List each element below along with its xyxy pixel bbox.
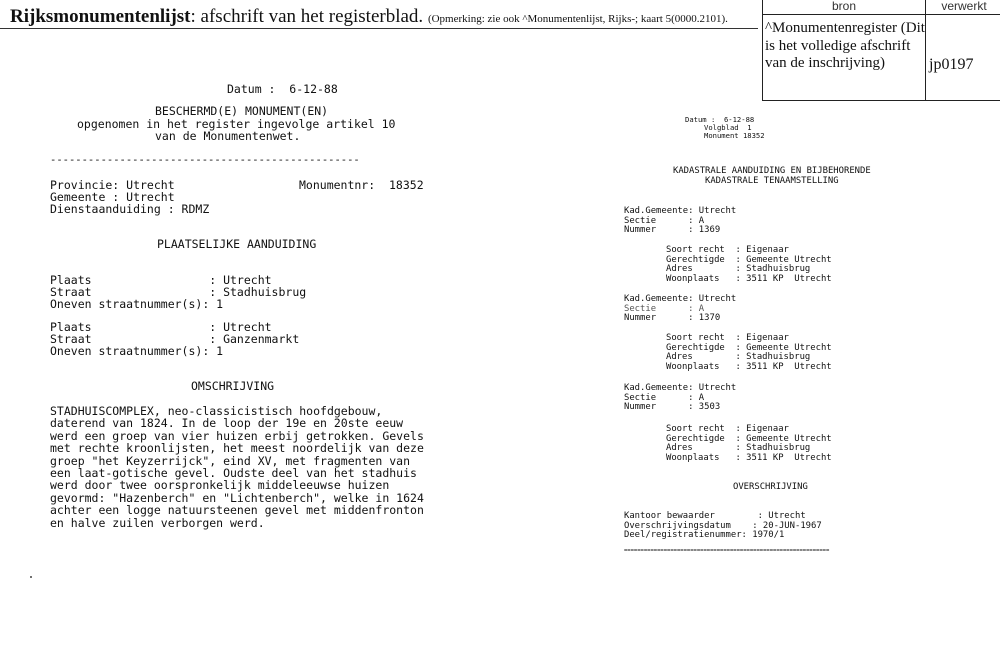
parcel-gemeente: Kad.Gemeente: Utrecht [624,294,737,304]
right-volgblad: Volgblad 1 [704,123,752,132]
parcel-soort: Soort recht : Eigenaar [666,333,789,343]
parcel-nummer: Nummer : 3503 [624,402,721,412]
description-line: en halve zuilen verborgen werd. [50,515,265,530]
kadastraal-heading-1: KADASTRALE AANDUIDING EN BIJBEHORENDE [673,166,871,176]
loc1-plaats: Plaats : Utrecht [50,273,272,287]
left-dienst: Dienstaanduiding : RDMZ [50,202,210,216]
parcel-gerechtigde: Gerechtigde : Gemeente Utrecht [666,342,832,353]
table-divider [925,0,926,100]
description-line: achter een logge natuursteenen gevel met middenfronton [50,503,424,518]
kadastraal-heading-2: KADASTRALE TENAAMSTELLING [705,176,839,186]
parcel-gemeente: Kad.Gemeente: Utrecht [624,383,737,393]
parcel-adres: Adres : Stadhuisbrug [666,443,811,453]
parcel-sectie: Sectie : A [624,303,705,314]
parcel-sectie: Sectie : A [624,392,705,403]
parcel-gerechtigde: Gerechtigde : Gemeente Utrecht [666,433,832,444]
parcel-adres: Adres : Stadhuisbrug [666,264,811,274]
source-code: jp0197 [929,56,974,73]
parcel-nummer: Nummer : 1370 [624,313,721,323]
col-verwerkt-header: verwerkt [941,0,987,13]
left-datum: Datum : 6-12-88 [227,82,338,96]
description-line: gevormd: "Hazenberch" en "Lichtenberch", welke in 1624 [50,490,424,505]
kantoor-bewaarder: Kantoor bewaarder : Utrecht [624,511,806,521]
deel-registratienummer: Deel/registratienummer: 1970/1 [624,530,785,540]
parcel-nummer: Nummer : 1369 [624,225,721,235]
left-heading-2: opgenomen in het register ingevolge artikel 10 [77,117,396,131]
left-gemeente: Gemeente : Utrecht [50,190,175,204]
title-rest: : afschrift van het registerblad. [190,6,424,27]
title-note: (Opmerking: zie ook ^Monumentenlijst, Rijks-; kaart 5(0000.2101). [427,13,728,25]
parcel-sectie: Sectie : A [624,215,705,226]
parcel-adres: Adres : Stadhuisbrug [666,352,811,362]
loc2-nr: Oneven straatnummer(s): 1 [50,344,224,358]
title-bold: Rijksmonumentenlijst [10,6,191,27]
parcel-woonplaats: Woonplaats : 3511 KP Utrecht [666,361,832,372]
left-monumentnr: Monumentnr: 18352 [299,178,424,192]
omschrijving-heading: OMSCHRIJVING [191,379,275,393]
overschrijving-heading: OVERSCHRIJVING [733,482,808,492]
overschrijvingsdatum: Overschrijvingsdatum : 20-JUN-1967 [624,520,822,531]
plaatselijke-heading: PLAATSELIJKE AANDUIDING [157,237,317,251]
right-datum: Datum : 6-12-88 [685,115,755,124]
source-text: ^Monumentenregister (Dit is het volledige afschrift van de inschrijving) [765,20,925,71]
left-provincie: Provincie: Utrecht [50,178,175,192]
loc1-nr: Oneven straatnummer(s): 1 [50,297,224,311]
document-title [10,6,728,28]
description-line: daterend van 1824. In de loop der 19e en 20ste eeuw [50,416,404,431]
right-end-rule: ============================================================== [624,548,830,554]
right-monument: Monument 18352 [704,131,765,140]
loc1-straat: Straat : Stadhuisbrug [50,285,307,299]
parcel-soort: Soort recht : Eigenaar [666,424,789,434]
source-table [762,0,1000,101]
left-separator: ------------------------------------------------- [50,154,360,166]
description-line: groep "het Keyzerrijck", eind XV, met fragmenten van [50,453,411,468]
description-line: werd een groep van vier huizen erbij getrokken. Gevels [50,428,424,443]
header-rule [0,28,758,29]
scan-speck [30,576,32,578]
left-heading-3: van de Monumentenwet. [155,129,301,143]
col-bron-header: bron [831,0,857,13]
parcel-woonplaats: Woonplaats : 3511 KP Utrecht [666,273,832,284]
parcel-gerechtigde: Gerechtigde : Gemeente Utrecht [666,254,832,265]
table-header-rule [763,14,1000,15]
description-line: een laat-gotische gevel. Oudste deel van het stadhuis [50,466,417,480]
left-heading-1: BESCHERMD(E) MONUMENT(EN) [155,104,329,118]
parcel-woonplaats: Woonplaats : 3511 KP Utrecht [666,452,832,463]
description-line: met rechte kroonlijsten, het meest noordelijk van deze [50,441,424,456]
parcel-gemeente: Kad.Gemeente: Utrecht [624,206,737,216]
loc2-plaats: Plaats : Utrecht [50,320,272,334]
parcel-soort: Soort recht : Eigenaar [666,245,789,255]
description-line: werd door twee oorspronkelijk middeleeuwse huizen [50,478,390,493]
description-line: STADHUISCOMPLEX, neo-classicistisch hoofdgebouw, [50,404,383,418]
loc2-straat: Straat : Ganzenmarkt [50,332,300,346]
